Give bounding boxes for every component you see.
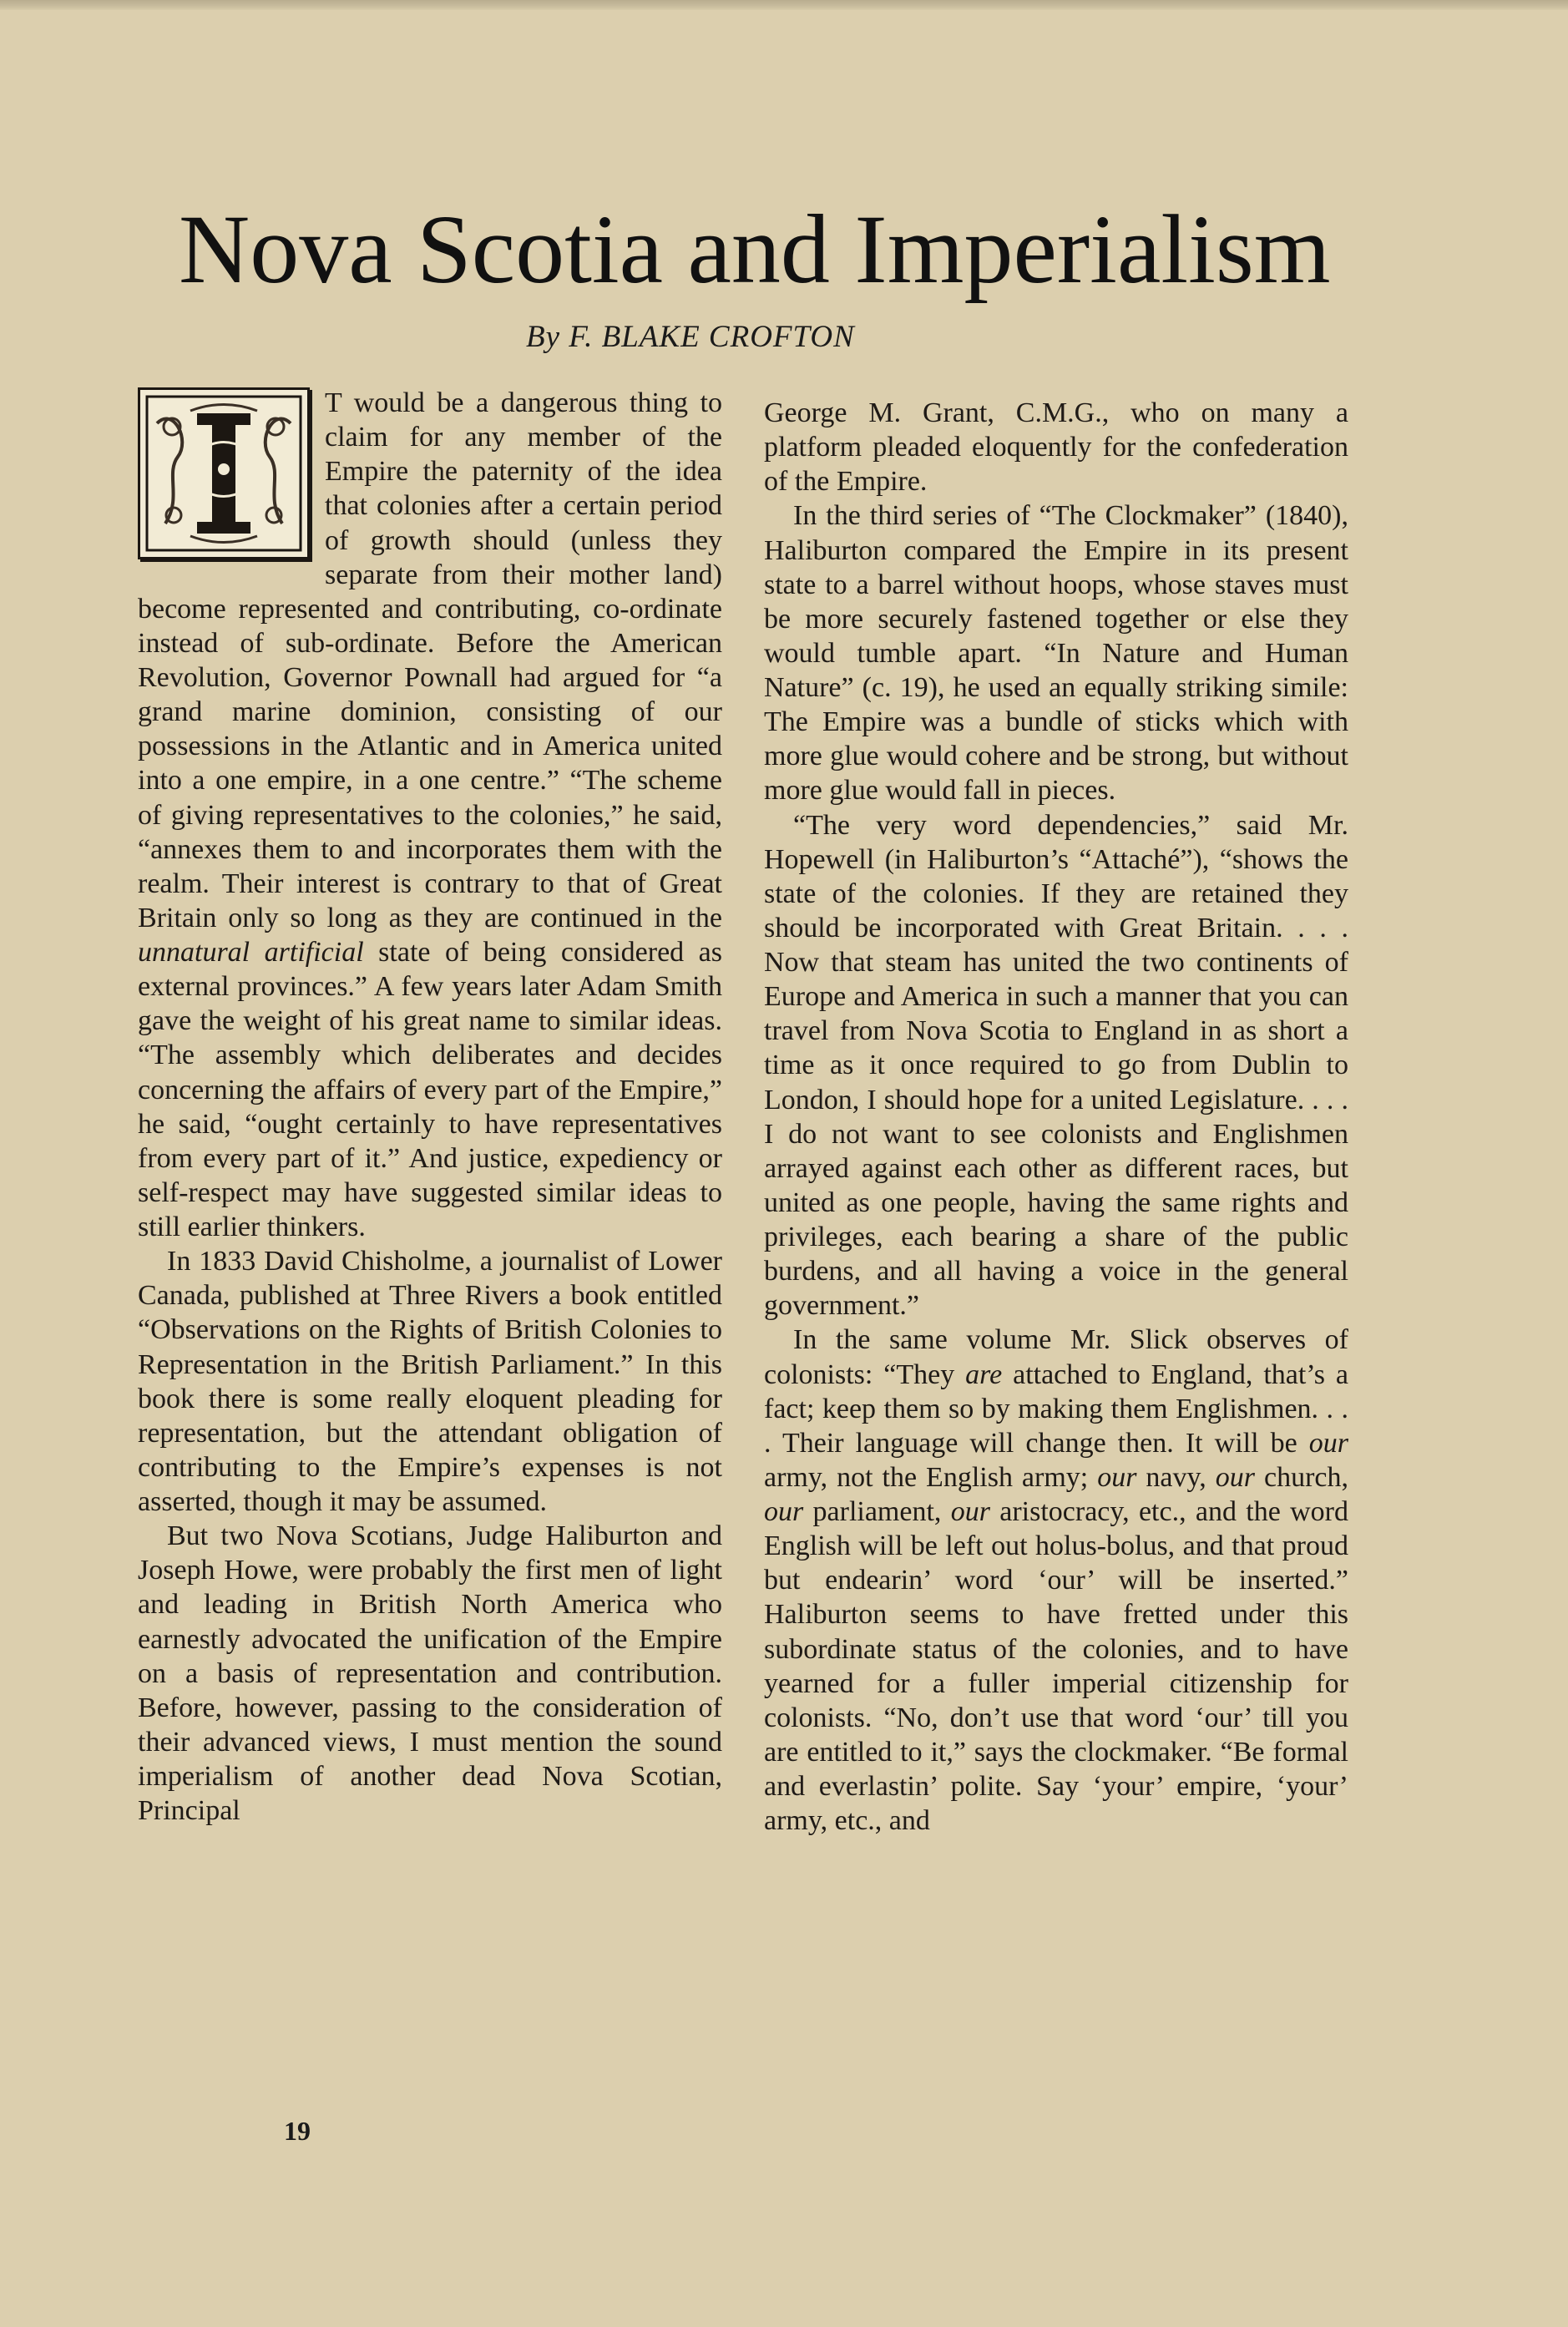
article-title: Nova Scotia and Imperialism	[179, 195, 1331, 304]
right-paragraph-4-our-4: our	[764, 1496, 804, 1527]
page-number: 19	[284, 2116, 311, 2146]
dropcap-ornament	[138, 387, 310, 559]
right-paragraph-4-d: navy,	[1136, 1461, 1216, 1493]
right-paragraph-4-a: In the same volume Mr. Slick observes of colonists: “They	[764, 1324, 1348, 1390]
right-paragraph-4-our-3: our	[1215, 1461, 1255, 1493]
left-column	[138, 386, 722, 1828]
article-byline: By F. BLAKE CROFTON	[526, 320, 855, 354]
right-paragraph-4-f: parliament,	[803, 1496, 951, 1527]
right-paragraph-4-are: are	[965, 1358, 1003, 1390]
right-paragraph-1: George M. Grant, C.M.G., who on many a platform pleaded eloquently for the confederation of the Empire.	[764, 397, 1348, 498]
right-paragraph-4-b: attached to England, that’s a fact; keep them so by making them Englishmen. . . . Their language will change then. It will be	[764, 1358, 1349, 1459]
right-paragraph-4-our-5: our	[950, 1496, 990, 1527]
right-paragraph-3: “The very word dependencies,” said Mr. Hopewell (in Haliburton’s “Attaché”), “shows the state of the colonies. If they are retained they should be incorporated with Great Britain. . . . Now that steam has united the two continents of Europe and America in such a manner that you can travel from Nova Scotia to England in as short a time as it once required to go from Dublin to London, I should hope for a united Legislature. . . . I do not want to see colonists and Englishmen arrayed against each other as different races, but united as one people, having the same rights and privileges, each bearing a share of the public burdens, and all having a voice in the general government.”	[764, 809, 1348, 1322]
right-paragraph-4-our-1: our	[1308, 1427, 1348, 1459]
ornamental-letter-I-icon	[140, 390, 307, 557]
right-paragraph-4-c: army, not the English army;	[764, 1461, 1098, 1493]
left-paragraph-1-italic: unnatural artificial	[138, 937, 364, 968]
left-paragraph-1	[138, 386, 722, 1244]
right-paragraph-4-g: aristocracy, etc., and the word English will be left out holus-bolus, and that proud but endearin’ word ‘our’ will be inserted.” Haliburton seems to have fretted under this subordinate status of the colonies, and to have yearned for a fuller imperial citizenship for colonists. “No, don’t use that word ‘our’ till you are entitled to it,” says the clockmaker. “Be formal and everlastin’ polite. Say ‘your’ empire, ‘your’ army, etc., and	[764, 1496, 1348, 1837]
left-paragraph-2: In 1833 David Chisholme, a journalist of Lower Canada, published at Three Rivers a book entitled “Observations on the Rights of British Colonies to Representation in the British Parliament.” In this book there is some really eloquent pleading for representation, but the attendant obligation of contributing to the Empire’s expenses is not asserted, though it may be assumed.	[138, 1246, 722, 1517]
right-paragraph-4-our-2: our	[1097, 1461, 1137, 1493]
left-paragraph-1-text: T would be a dangerous thing to claim for any member of the Empire the paternity of the idea that colonies after a certain period of growth should (unless they separate from their mother land) become represented and contributing, co-ordinate instead of sub-ordinate. Before the American Revolution, Governor Pownall had argued for “a grand marine dominion, consisting of our possessions in the Atlantic and in America united into a one empire, in a one centre.” “The scheme of giving representatives to the colonies,” he said, “annexes them to and incorporates them with the realm. Their interest is contrary to that of Great Britain only so long as they are continued in the	[138, 387, 722, 933]
left-paragraph-1-end: state of being considered as external provinces.” A few years later Adam Smith gave the weight of his great name to similar ideas. “The assembly which deliberates and decides concerning the affairs of every part of the Empire,” he said, “ought certainly to have representatives from every part of it.” And justice, expediency or self-respect may have suggested similar ideas to still earlier thinkers.	[138, 937, 723, 1242]
right-column	[764, 396, 1348, 1838]
left-paragraph-3: But two Nova Scotians, Judge Haliburton and Joseph Howe, were probably the first men of light and leading in British North America who earnestly advocated the unification of the Empire on a basis of representation and contribution. Before, however, passing to the consideration of their advanced views, I must mention the sound imperialism of another dead Nova Scotian, Principal	[138, 1520, 722, 1827]
right-paragraph-4-e: church,	[1255, 1461, 1348, 1493]
right-paragraph-4	[764, 1323, 1348, 1838]
right-paragraph-2: In the third series of “The Clockmaker” (1840), Haliburton compared the Empire in its present state to a barrel without hoops, whose staves must be more securely fastened together or else they would tumble apart. “In Nature and Human Nature” (c. 19), he used an equally striking simile: The Empire was a bundle of sticks which with more glue would cohere and be strong, but without more glue would fall in pieces.	[764, 500, 1348, 807]
